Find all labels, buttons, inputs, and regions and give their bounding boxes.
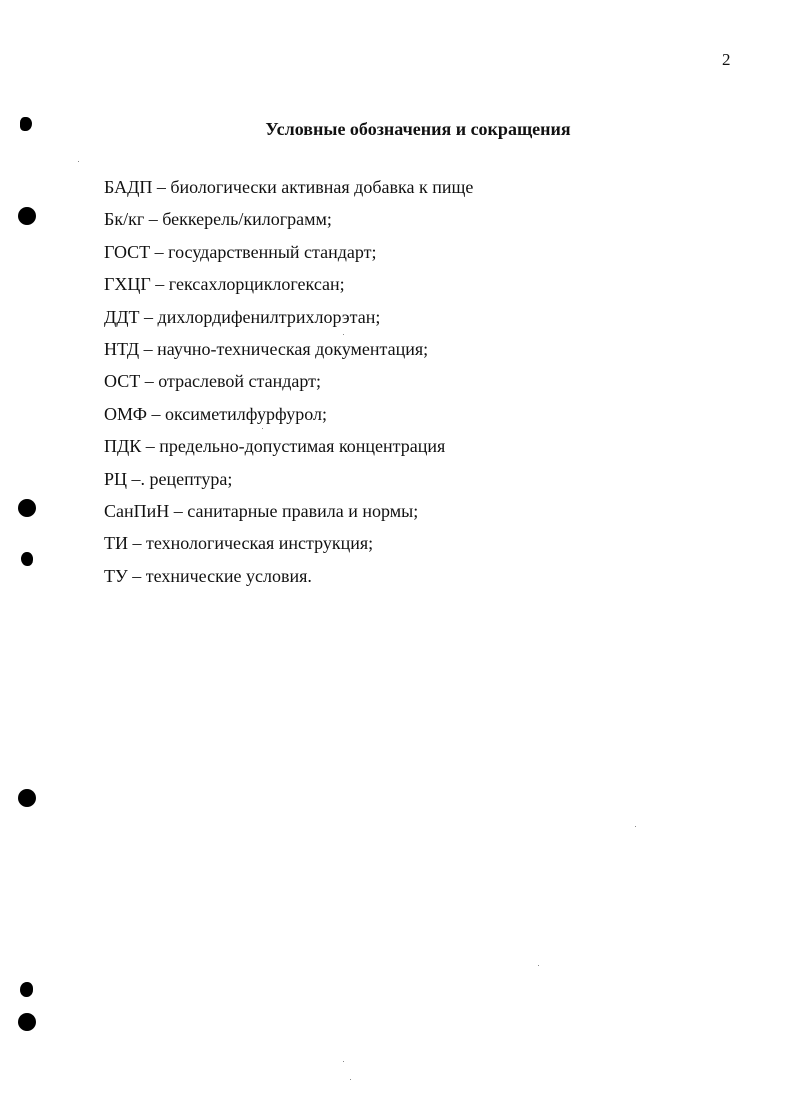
scan-speck [343,334,344,335]
abbreviation-item: БАДП – биологически активная добавка к пище [104,177,474,197]
punch-hole-mark [18,789,36,807]
abbreviation-item: Бк/кг – беккерель/килограмм; [104,209,332,230]
abbreviation-item: ГХЦГ – гексахлорциклогексан; [104,274,345,295]
page-number: 2 [722,50,731,69]
scan-speck [350,1079,351,1080]
abbreviation-item: ОСТ – отраслевой стандарт; [104,371,322,392]
abbreviation-item: ОМФ – оксиметилфурфурол; [104,403,327,424]
abbreviation-item: ТУ – технические условия. [104,565,312,586]
scan-speck [538,965,539,966]
abbreviation-item: ГОСТ – государственный стандарт; [104,241,377,262]
abbreviation-item: ДДТ – дихлордифенилтрихлорэтан; [104,306,381,327]
punch-hole-mark [18,1013,36,1031]
scan-speck [635,826,636,827]
punch-hole-mark [20,982,33,997]
abbreviation-item: ПДК – предельно-допустимая концентрация [104,436,446,457]
abbreviation-list [104,171,473,592]
abbreviation-item: РЦ –. рецептура; [104,468,233,489]
punch-hole-mark [18,207,36,225]
punch-hole-mark [21,552,33,566]
punch-hole-mark [18,499,36,517]
scan-speck [262,428,263,429]
abbreviation-item: НТД – научно-техническая документация; [104,339,429,360]
scan-speck [343,1061,344,1062]
abbreviation-item: ТИ – технологическая инструкция; [104,533,374,554]
page-title: Условные обозначения и сокращения [265,119,571,139]
abbreviation-item: СанПиН – санитарные правила и нормы; [104,501,419,522]
scan-speck [78,161,79,162]
